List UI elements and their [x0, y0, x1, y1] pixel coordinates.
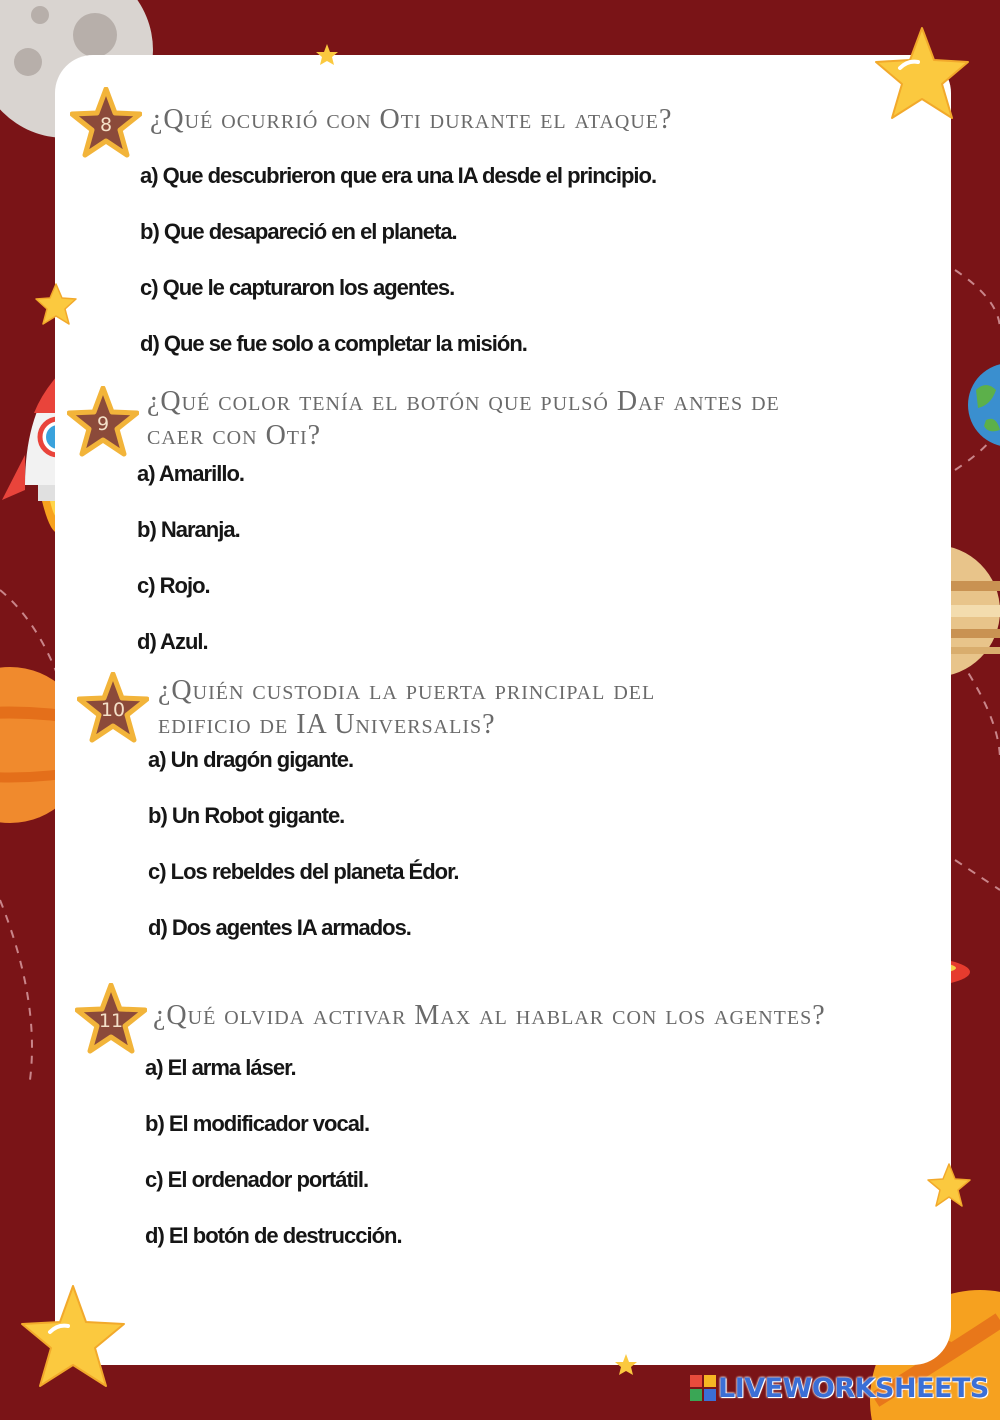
answer-option[interactable]: c) Los rebeldes del planeta Édor. — [148, 859, 459, 884]
watermark-text: LIVEWORKSHEETS — [718, 1373, 989, 1404]
question-number: 9 — [96, 413, 110, 435]
answer-option[interactable]: b) Que desapareció en el planeta. — [140, 219, 457, 244]
answer-option[interactable]: a) Amarillo. — [137, 461, 244, 486]
question-text-line: edificio de IA Universalis? — [158, 709, 496, 740]
question-text: ¿Qué olvida activar Max al hablar con los agentes? — [153, 1000, 826, 1031]
question-text-line: ¿Quién custodia la puerta principal del — [158, 675, 656, 706]
question-number-badge — [67, 386, 139, 458]
answer-option[interactable]: c) El ordenador portátil. — [145, 1167, 369, 1192]
answer-option[interactable]: d) Dos agentes IA armados. — [148, 915, 411, 940]
question-number-badge — [70, 87, 142, 159]
answer-option[interactable]: b) Un Robot gigante. — [148, 803, 345, 828]
liveworksheets-logo-icon — [690, 1375, 716, 1401]
earth-planet-icon — [966, 360, 1000, 450]
answer-option[interactable]: c) Que le capturaron los agentes. — [140, 275, 455, 300]
question-number-badge — [75, 983, 147, 1055]
question-text-line: ¿Qué color tenía el botón que pulsó Daf antes de — [147, 386, 780, 417]
liveworksheets-logo — [690, 1373, 989, 1404]
answer-option[interactable]: a) El arma láser. — [145, 1055, 296, 1080]
answer-option[interactable]: b) Naranja. — [137, 517, 240, 542]
question-number: 11 — [98, 1010, 124, 1032]
answer-option[interactable]: c) Rojo. — [137, 573, 210, 598]
star-icon — [18, 1282, 128, 1392]
question-number: 10 — [100, 699, 126, 721]
star-icon — [34, 282, 78, 326]
answer-option[interactable]: d) Azul. — [137, 629, 208, 654]
question-text — [147, 385, 780, 453]
answer-option[interactable]: a) Un dragón gigante. — [148, 747, 354, 772]
answer-option[interactable]: d) El botón de destrucción. — [145, 1223, 402, 1248]
answer-option[interactable]: a) Que descubrieron que era una IA desde el principio. — [140, 163, 657, 188]
answer-option[interactable]: b) El modificador vocal. — [145, 1111, 370, 1136]
question-text-line: caer con Oti? — [147, 420, 322, 451]
star-icon — [926, 1162, 972, 1208]
star-icon — [614, 1353, 638, 1377]
question-number: 8 — [99, 114, 113, 136]
question-number-badge — [77, 672, 149, 744]
question-text: ¿Qué ocurrió con Oti durante el ataque? — [150, 104, 673, 135]
question-text — [158, 674, 655, 742]
answer-option[interactable]: d) Que se fue solo a completar la misión. — [140, 331, 527, 356]
star-icon — [315, 43, 339, 67]
star-icon — [872, 24, 972, 124]
